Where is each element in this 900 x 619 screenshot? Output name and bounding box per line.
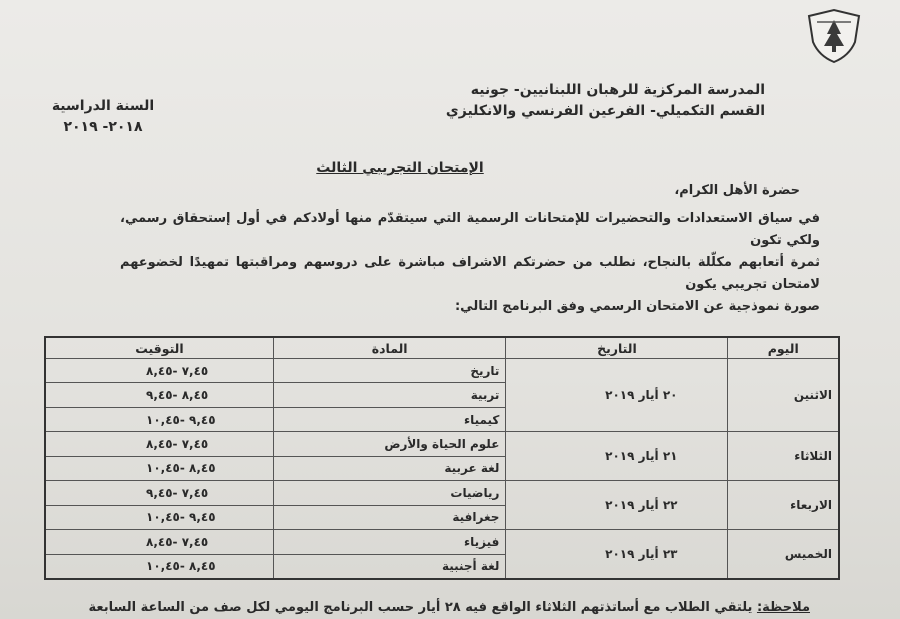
paragraph-line: ثمرة أتعابهم مكلّلة بالنجاح، نطلب من حضرتكم الاشراف مباشرة على دروسهم ومراقبتها تمهيدًا لخضوعهم لامتحان تجريبي يكون [120,255,820,292]
time-cell: ٧,٤٥ -٨,٤٥ [45,359,273,383]
time-cell: ٨,٤٥ -٩,٤٥ [45,383,273,407]
subject-cell: تاريخ [273,359,506,383]
academic-year-value: ٢٠١٨- ٢٠١٩ [63,119,143,135]
subject-cell: كيمياء [273,407,506,431]
time-cell: ٨,٤٥ -١٠,٤٥ [45,456,273,480]
header-time: التوقيت [45,337,273,359]
table-row [45,432,839,456]
time-cell: ٩,٤٥ -١٠,٤٥ [45,505,273,529]
school-header [446,80,765,122]
subject-cell: لغة أجنبية [273,554,506,579]
paragraph-line: في سياق الاستعدادات والتحضيرات للإمتحانات الرسمية التي سيتقدّم منها أولادكم في أول إستحقاق رسمي، ولكي تكون [120,211,820,248]
header-day: اليوم [728,337,839,359]
academic-year [48,96,158,138]
school-name: المدرسة المركزية للرهبان اللبنانيين- جونيه [470,82,765,98]
note [89,600,810,615]
date-cell: ٢١ أيار ٢٠١٩ [506,432,728,481]
date-cell: ٢٣ أيار ٢٠١٩ [506,530,728,579]
subject-cell: رياضيات [273,481,506,505]
academic-year-label: السنة الدراسية [51,98,155,114]
subject-cell: لغة عربية [273,456,506,480]
header-subject: المادة [273,337,506,359]
table-row [45,359,839,383]
table-row [45,481,839,505]
exam-schedule-table [44,336,840,580]
time-cell: ٨,٤٥ -١٠,٤٥ [45,554,273,579]
exam-title-text: الإمتحان التجريبي الثالث [316,160,484,176]
time-cell: ٧,٤٥ -٨,٤٥ [45,432,273,456]
subject-cell: جغرافية [273,505,506,529]
school-section: القسم التكميلي- الفرعين الفرنسي والانكليزي [445,103,765,119]
intro-paragraph [120,208,820,318]
note-label: ملاحظة: [756,600,810,615]
header-date: التاريخ [506,337,728,359]
time-cell: ٩,٤٥ -١٠,٤٥ [45,407,273,431]
date-cell: ٢٢ أيار ٢٠١٩ [506,481,728,530]
subject-cell: تربية [273,383,506,407]
table-row [45,530,839,554]
time-cell: ٧,٤٥ -٨,٤٥ [45,530,273,554]
greeting: حضرة الأهل الكرام، [674,183,800,198]
subject-cell: علوم الحياة والأرض [273,432,506,456]
day-cell: الثلاثاء [728,432,839,481]
exam-title [0,160,800,176]
paragraph-line: صورة نموذجية عن الامتحان الرسمي وفق البرنامج التالي: [454,299,820,314]
note-text: يلتقي الطلاب مع أساتذتهم الثلاثاء الواقع فيه ٢٨ أيار حسب البرنامج اليومي لكل صف من الساعة السابعة [88,600,753,615]
day-cell: الخميس [728,530,839,579]
table-header-row [45,337,839,359]
day-cell: الاربعاء [728,481,839,530]
day-cell: الاثنين [728,359,839,432]
time-cell: ٧,٤٥ -٩,٤٥ [45,481,273,505]
date-cell: ٢٠ أيار ٢٠١٩ [506,359,728,432]
school-emblem-icon [805,8,863,64]
subject-cell: فيزياء [273,530,506,554]
